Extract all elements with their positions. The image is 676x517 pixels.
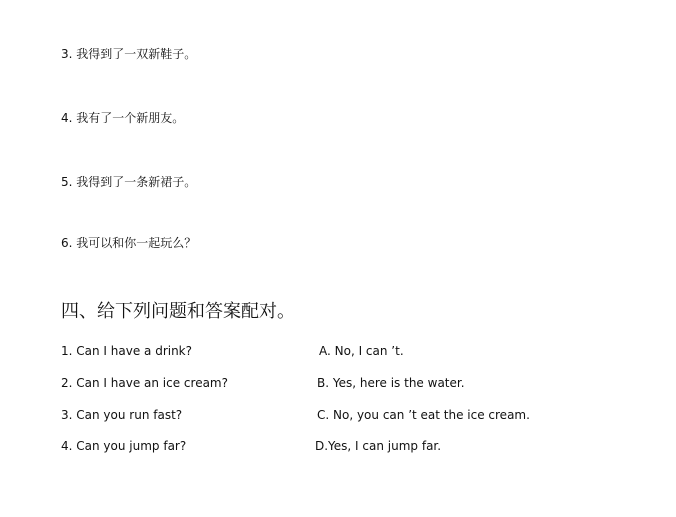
question-2: 2. Can I have an ice cream? [61,376,228,390]
answer-c: C. No, you can ’t eat the ice cream. [317,408,530,422]
sentence-5: 5. 我得到了一条新裙子。 [61,175,197,189]
sentence-4: 4. 我有了一个新朋友。 [61,111,185,125]
question-4: 4. Can you jump far? [61,439,187,453]
question-1: 1. Can I have a drink? [61,344,193,358]
sentence-6: 6. 我可以和你一起玩么？ [61,236,197,250]
question-3: 3. Can you run fast? [61,408,183,422]
answer-d: D.Yes, I can jump far. [315,439,442,453]
sentence-3: 3. 我得到了一双新鞋子。 [61,47,197,61]
answer-b: B. Yes, here is the water. [317,376,465,390]
section-four-title: 四、给下列问题和答案配对。 [61,301,295,322]
answer-a: A. No, I can ’t. [319,344,404,358]
